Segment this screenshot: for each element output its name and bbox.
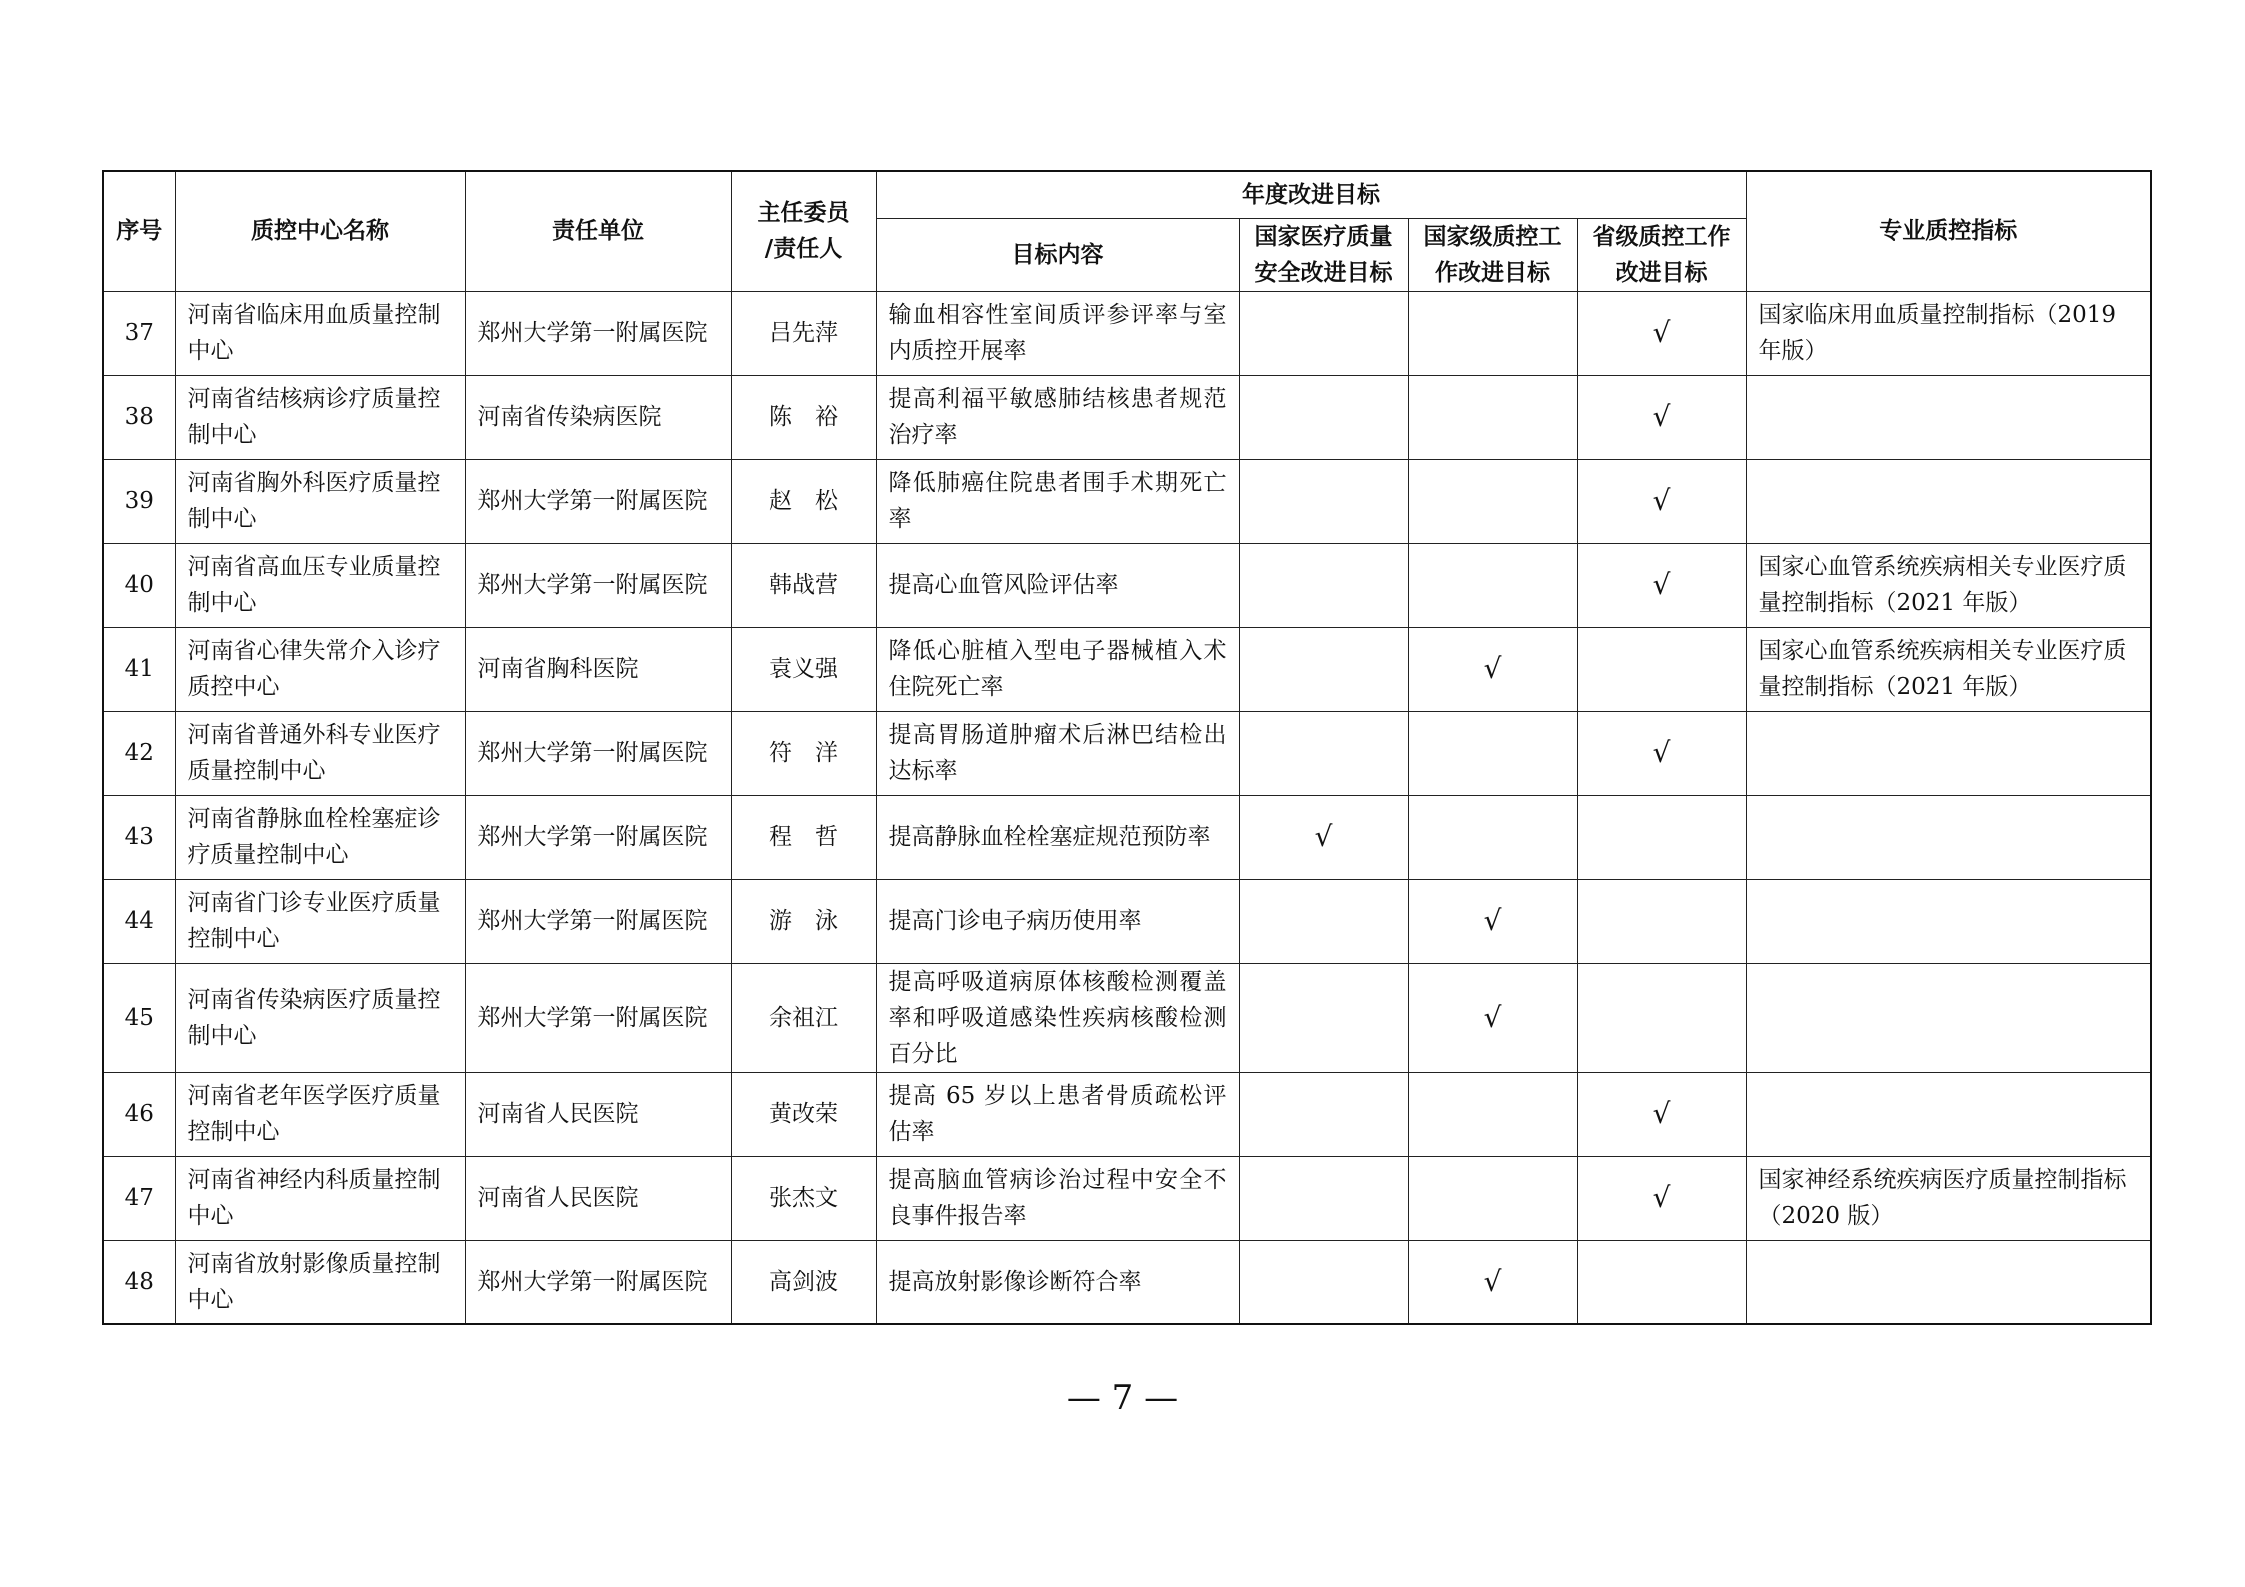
row-indicator: 国家心血管系统疾病相关专业医疗质量控制指标（2021 年版） xyxy=(1746,627,2151,711)
table-row xyxy=(103,543,2151,627)
row-seq: 44 xyxy=(103,879,175,963)
row-check-national-safety xyxy=(1239,963,1408,1072)
row-check-national-qc: √ xyxy=(1408,963,1577,1072)
row-indicator xyxy=(1746,879,2151,963)
row-person: 吕先萍 xyxy=(731,291,876,375)
row-indicator xyxy=(1746,795,2151,879)
row-check-national-safety: √ xyxy=(1239,795,1408,879)
row-person: 符 洋 xyxy=(731,711,876,795)
row-indicator: 国家心血管系统疾病相关专业医疗质量控制指标（2021 年版） xyxy=(1746,543,2151,627)
row-person: 赵 松 xyxy=(731,459,876,543)
row-check-national-qc xyxy=(1408,375,1577,459)
row-seq: 46 xyxy=(103,1072,175,1156)
row-check-national-qc xyxy=(1408,291,1577,375)
row-goal-content: 提高静脉血栓栓塞症规范预防率 xyxy=(876,795,1239,879)
row-center-name: 河南省胸外科医疗质量控制中心 xyxy=(175,459,465,543)
header-person-label: 主任委员 /责任人 xyxy=(757,200,850,263)
row-responsible-unit: 郑州大学第一附属医院 xyxy=(465,291,731,375)
row-responsible-unit: 河南省人民医院 xyxy=(465,1072,731,1156)
row-check-national-safety xyxy=(1239,627,1408,711)
header-goal-provincial-qc: 省级质控工作改进目标 xyxy=(1577,218,1746,291)
row-goal-content: 提高呼吸道病原体核酸检测覆盖率和呼吸道感染性疾病核酸检测百分比 xyxy=(876,963,1239,1072)
row-center-name: 河南省心律失常介入诊疗质控中心 xyxy=(175,627,465,711)
row-check-national-safety xyxy=(1239,879,1408,963)
row-center-name: 河南省放射影像质量控制中心 xyxy=(175,1240,465,1324)
row-goal-content: 提高心血管风险评估率 xyxy=(876,543,1239,627)
row-check-national-qc: √ xyxy=(1408,1240,1577,1324)
row-center-name: 河南省高血压专业质量控制中心 xyxy=(175,543,465,627)
row-center-name: 河南省神经内科质量控制中心 xyxy=(175,1156,465,1240)
row-indicator: 国家神经系统疾病医疗质量控制指标（2020 版） xyxy=(1746,1156,2151,1240)
row-check-provincial-qc: √ xyxy=(1577,1156,1746,1240)
row-seq: 43 xyxy=(103,795,175,879)
header-seq: 序号 xyxy=(103,171,175,291)
row-indicator xyxy=(1746,1240,2151,1324)
table-body xyxy=(103,291,2151,1324)
table-row xyxy=(103,291,2151,375)
table-row xyxy=(103,963,2151,1072)
row-person: 游 泳 xyxy=(731,879,876,963)
row-center-name: 河南省结核病诊疗质量控制中心 xyxy=(175,375,465,459)
row-center-name: 河南省临床用血质量控制中心 xyxy=(175,291,465,375)
header-goal-national-safety: 国家医疗质量安全改进目标 xyxy=(1239,218,1408,291)
row-responsible-unit: 河南省人民医院 xyxy=(465,1156,731,1240)
row-responsible-unit: 河南省传染病医院 xyxy=(465,375,731,459)
row-check-national-safety xyxy=(1239,711,1408,795)
row-center-name: 河南省传染病医疗质量控制中心 xyxy=(175,963,465,1072)
table-row xyxy=(103,1072,2151,1156)
row-person: 张杰文 xyxy=(731,1156,876,1240)
row-responsible-unit: 郑州大学第一附属医院 xyxy=(465,543,731,627)
row-check-provincial-qc xyxy=(1577,627,1746,711)
row-indicator: 国家临床用血质量控制指标（2019年版） xyxy=(1746,291,2151,375)
row-goal-content: 降低肺癌住院患者围手术期死亡率 xyxy=(876,459,1239,543)
row-check-national-qc: √ xyxy=(1408,627,1577,711)
row-responsible-unit: 郑州大学第一附属医院 xyxy=(465,795,731,879)
row-center-name: 河南省老年医学医疗质量控制中心 xyxy=(175,1072,465,1156)
row-seq: 40 xyxy=(103,543,175,627)
table-header xyxy=(103,171,2151,291)
row-center-name: 河南省静脉血栓栓塞症诊疗质量控制中心 xyxy=(175,795,465,879)
row-goal-content: 提高胃肠道肿瘤术后淋巴结检出达标率 xyxy=(876,711,1239,795)
table-row xyxy=(103,459,2151,543)
row-check-provincial-qc: √ xyxy=(1577,459,1746,543)
table-row xyxy=(103,1240,2151,1324)
row-check-national-qc: √ xyxy=(1408,879,1577,963)
row-goal-content: 提高利福平敏感肺结核患者规范治疗率 xyxy=(876,375,1239,459)
table-row xyxy=(103,879,2151,963)
row-person: 高剑波 xyxy=(731,1240,876,1324)
header-goal-content: 目标内容 xyxy=(876,218,1239,291)
row-goal-content: 提高放射影像诊断符合率 xyxy=(876,1240,1239,1324)
row-seq: 47 xyxy=(103,1156,175,1240)
table-row xyxy=(103,627,2151,711)
table-row xyxy=(103,795,2151,879)
row-check-national-qc xyxy=(1408,1156,1577,1240)
header-goal-national-qc: 国家级质控工作改进目标 xyxy=(1408,218,1577,291)
header-person xyxy=(731,171,876,291)
row-check-national-safety xyxy=(1239,291,1408,375)
table-row xyxy=(103,375,2151,459)
row-responsible-unit: 郑州大学第一附属医院 xyxy=(465,879,731,963)
row-check-national-safety xyxy=(1239,375,1408,459)
row-goal-content: 提高 65 岁以上患者骨质疏松评估率 xyxy=(876,1072,1239,1156)
row-indicator xyxy=(1746,963,2151,1072)
row-goal-content: 提高脑血管病诊治过程中安全不良事件报告率 xyxy=(876,1156,1239,1240)
row-check-provincial-qc: √ xyxy=(1577,291,1746,375)
row-person: 余祖江 xyxy=(731,963,876,1072)
row-person: 程 哲 xyxy=(731,795,876,879)
row-responsible-unit: 郑州大学第一附属医院 xyxy=(465,711,731,795)
row-indicator xyxy=(1746,711,2151,795)
row-seq: 38 xyxy=(103,375,175,459)
row-check-provincial-qc: √ xyxy=(1577,375,1746,459)
row-center-name: 河南省普通外科专业医疗质量控制中心 xyxy=(175,711,465,795)
row-check-provincial-qc: √ xyxy=(1577,711,1746,795)
row-check-provincial-qc xyxy=(1577,963,1746,1072)
row-seq: 37 xyxy=(103,291,175,375)
row-check-provincial-qc xyxy=(1577,1240,1746,1324)
row-seq: 41 xyxy=(103,627,175,711)
row-goal-content: 输血相容性室间质评参评率与室内质控开展率 xyxy=(876,291,1239,375)
row-check-provincial-qc xyxy=(1577,795,1746,879)
row-seq: 45 xyxy=(103,963,175,1072)
row-person: 黄改荣 xyxy=(731,1072,876,1156)
row-person: 韩战营 xyxy=(731,543,876,627)
row-indicator xyxy=(1746,459,2151,543)
row-check-national-qc xyxy=(1408,459,1577,543)
row-check-national-safety xyxy=(1239,1156,1408,1240)
header-center: 质控中心名称 xyxy=(175,171,465,291)
row-responsible-unit: 河南省胸科医院 xyxy=(465,627,731,711)
table-row xyxy=(103,1156,2151,1240)
row-check-national-safety xyxy=(1239,459,1408,543)
row-responsible-unit: 郑州大学第一附属医院 xyxy=(465,1240,731,1324)
row-check-national-safety xyxy=(1239,543,1408,627)
row-person: 陈 裕 xyxy=(731,375,876,459)
row-check-national-safety xyxy=(1239,1240,1408,1324)
row-responsible-unit: 郑州大学第一附属医院 xyxy=(465,963,731,1072)
header-unit: 责任单位 xyxy=(465,171,731,291)
row-check-provincial-qc: √ xyxy=(1577,543,1746,627)
row-responsible-unit: 郑州大学第一附属医院 xyxy=(465,459,731,543)
row-seq: 42 xyxy=(103,711,175,795)
quality-control-table xyxy=(102,170,2152,1325)
row-indicator xyxy=(1746,1072,2151,1156)
row-check-national-safety xyxy=(1239,1072,1408,1156)
row-check-national-qc xyxy=(1408,795,1577,879)
row-indicator xyxy=(1746,375,2151,459)
row-check-national-qc xyxy=(1408,711,1577,795)
row-check-national-qc xyxy=(1408,543,1577,627)
row-check-provincial-qc xyxy=(1577,879,1746,963)
header-goal-group: 年度改进目标 xyxy=(876,171,1746,218)
row-check-provincial-qc: √ xyxy=(1577,1072,1746,1156)
row-goal-content: 降低心脏植入型电子器械植入术住院死亡率 xyxy=(876,627,1239,711)
row-goal-content: 提高门诊电子病历使用率 xyxy=(876,879,1239,963)
header-indicator: 专业质控指标 xyxy=(1746,171,2151,291)
row-seq: 39 xyxy=(103,459,175,543)
row-check-national-qc xyxy=(1408,1072,1577,1156)
row-person: 袁义强 xyxy=(731,627,876,711)
row-center-name: 河南省门诊专业医疗质量控制中心 xyxy=(175,879,465,963)
table-row xyxy=(103,711,2151,795)
page-number: — 7 — xyxy=(1066,1378,1179,1418)
row-seq: 48 xyxy=(103,1240,175,1324)
